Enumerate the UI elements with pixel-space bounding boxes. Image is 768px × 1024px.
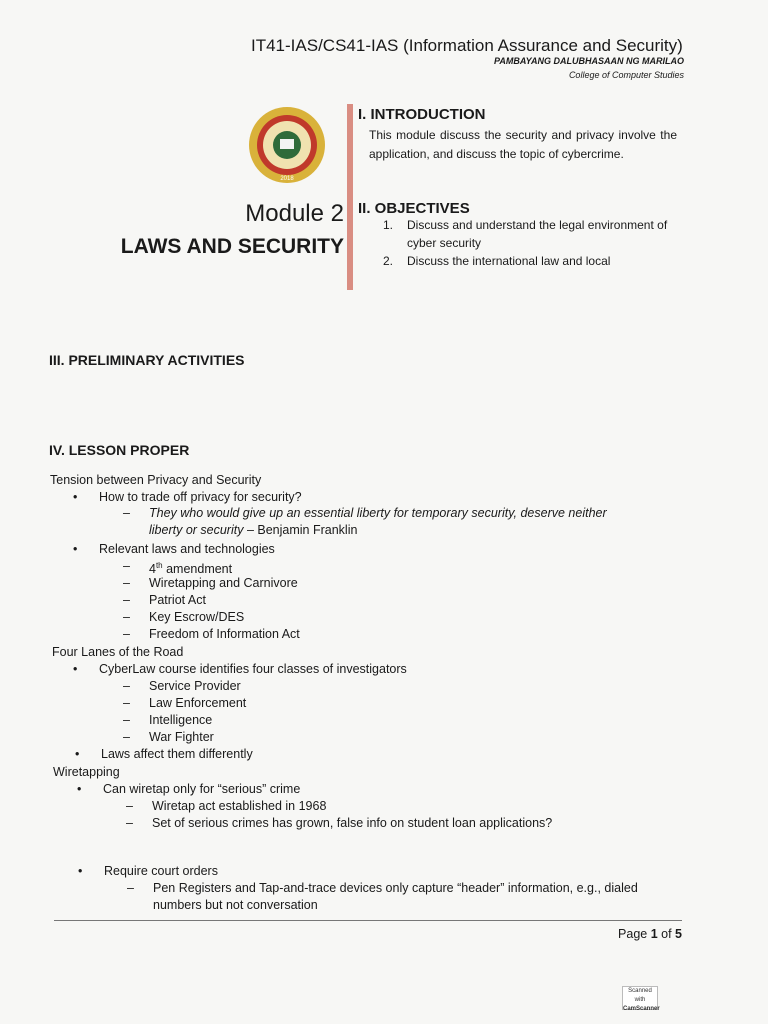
pen-register-line-1: – Pen Registers and Tap-and-trace devices only capture “header” information, e.g., dialed	[153, 880, 638, 896]
law-item: – 4th amendment	[149, 558, 232, 577]
bullet-relevant-laws: • Relevant laws and technologies	[99, 541, 275, 557]
bullet-tradeoff: • How to trade off privacy for security?	[99, 489, 302, 505]
investigator-item: – War Fighter	[149, 729, 214, 745]
pen-register-line-2: numbers but not conversation	[153, 898, 318, 912]
law-item: – Key Escrow/DES	[149, 609, 244, 625]
objective-item: 1. Discuss and understand the legal environment of cyber security	[383, 218, 668, 250]
footer-rule	[54, 920, 682, 921]
bullet-cyberlaw: • CyberLaw course identifies four classes of investigators	[99, 661, 407, 677]
quote-line-2: liberty or security – Benjamin Franklin	[149, 523, 358, 537]
topic-four-lanes: Four Lanes of the Road	[52, 645, 184, 659]
lesson-heading: IV. LESSON PROPER	[49, 442, 190, 458]
section-divider	[347, 104, 353, 290]
camscanner-badge: Scanned with CamScanner	[623, 988, 660, 1012]
wiretap-item: – Wiretap act established in 1968	[152, 798, 326, 814]
bullet-serious-crime: • Can wiretap only for “serious” crime	[103, 781, 300, 797]
school-seal-icon	[248, 106, 326, 184]
objectives-heading: II. OBJECTIVES	[358, 200, 470, 217]
law-item: – Freedom of Information Act	[149, 626, 300, 642]
course-title: IT41-IAS/CS41-IAS (Information Assurance and Security)	[251, 36, 683, 55]
seal-year: 2018	[280, 176, 294, 182]
school-name: PAMBAYANG DALUBHASAAN NG MARILAO	[494, 56, 684, 66]
preliminary-heading: III. PRELIMINARY ACTIVITIES	[49, 352, 245, 368]
objectives-list	[383, 216, 683, 270]
wiretap-item: – Set of serious crimes has grown, false info on student loan applications?	[152, 815, 552, 831]
investigator-item: – Service Provider	[149, 678, 241, 694]
page-number: Page 1 of 5	[618, 927, 682, 941]
objective-item: 2. Discuss the international law and local	[383, 254, 611, 268]
bullet-laws-affect: • Laws affect them differently	[101, 746, 253, 762]
bullet-court-orders: • Require court orders	[104, 863, 218, 879]
topic-wiretapping: Wiretapping	[53, 765, 120, 779]
module-title: LAWS AND SECURITY	[120, 235, 344, 258]
introduction-text: This module discuss the security and privacy involve the application, and discuss the topic of cybercrime.	[369, 128, 677, 161]
investigator-item: – Intelligence	[149, 712, 212, 728]
module-number: Module 2	[245, 200, 344, 227]
quote-line-1: – They who would give up an essential liberty for temporary security, deserve neither	[149, 505, 607, 521]
topic-privacy-security: Tension between Privacy and Security	[50, 473, 262, 487]
law-item: – Patriot Act	[149, 592, 206, 608]
college-name: College of Computer Studies	[568, 70, 684, 80]
investigator-item: – Law Enforcement	[149, 695, 246, 711]
introduction-heading: I. INTRODUCTION	[358, 106, 486, 123]
law-item: – Wiretapping and Carnivore	[149, 575, 298, 591]
